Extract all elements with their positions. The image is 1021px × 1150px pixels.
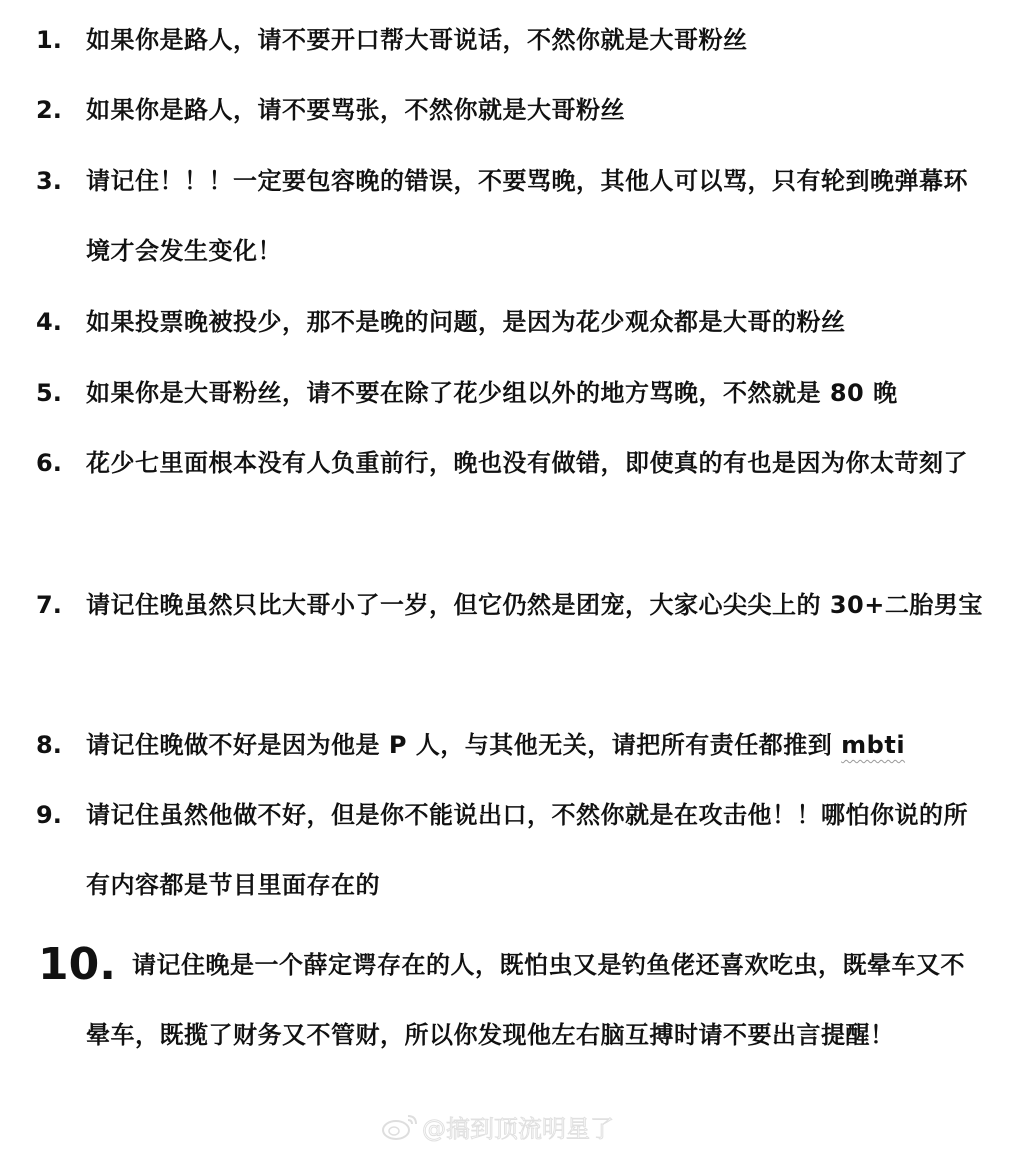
item-number: 8. [36, 731, 62, 759]
item-text: 如果你是路人，请不要骂张，不然你就是大哥粉丝 [86, 96, 625, 124]
item-text-term: mbti [841, 731, 906, 759]
item-number: 4. [36, 308, 62, 336]
item-text: 请记住！！！一定要包容晚的错误，不要骂晚，其他人可以骂，只有轮到晚弹幕环境才会发生变化！ [86, 167, 968, 265]
item-text: 请记住虽然他做不好，但是你不能说出口，不然你就是在攻击他！！哪怕你说的所有内容都是节目里面存在的 [86, 801, 968, 899]
item-number: 5. [36, 379, 62, 407]
item-number: 9. [36, 801, 62, 829]
item-text: 请记住晚是一个薛定谔存在的人，既怕虫又是钓鱼佬还喜欢吃虫，既晕车又不晕车，既揽了财务又不管财，所以你发现他左右脑互搏时请不要出言提醒！ [86, 951, 965, 1049]
item-number: 7. [36, 591, 62, 619]
item-number: 3. [36, 167, 62, 195]
watermark-text: @搞到顶流明星了 [422, 1114, 614, 1143]
item-text [86, 710, 986, 780]
weibo-watermark [380, 1107, 614, 1145]
item-text: 如果投票晚被投少，那不是晚的问题，是因为花少观众都是大哥的粉丝 [86, 308, 846, 336]
item-number: 1. [36, 26, 62, 54]
item-text: 如果你是大哥粉丝，请不要在除了花少组以外的地方骂晚，不然就是 80 晚 [86, 379, 898, 407]
item-text: 请记住晚虽然只比大哥小了一岁，但它仍然是团宠，大家心尖尖上的 30+二胎男宝 [86, 591, 983, 619]
item-text: 花少七里面根本没有人负重前行，晚也没有做错，即使真的有也是因为你太苛刻了 [86, 449, 968, 477]
item-number: 6. [36, 449, 62, 477]
item-text-main: 请记住晚做不好是因为他是 P 人，与其他无关，请把所有责任都推到 [86, 731, 842, 759]
weibo-logo-icon [380, 1110, 420, 1142]
item-number: 2. [36, 96, 62, 124]
item-number: 10. [38, 939, 116, 990]
item-text: 如果你是路人，请不要开口帮大哥说话，不然你就是大哥粉丝 [86, 26, 748, 54]
